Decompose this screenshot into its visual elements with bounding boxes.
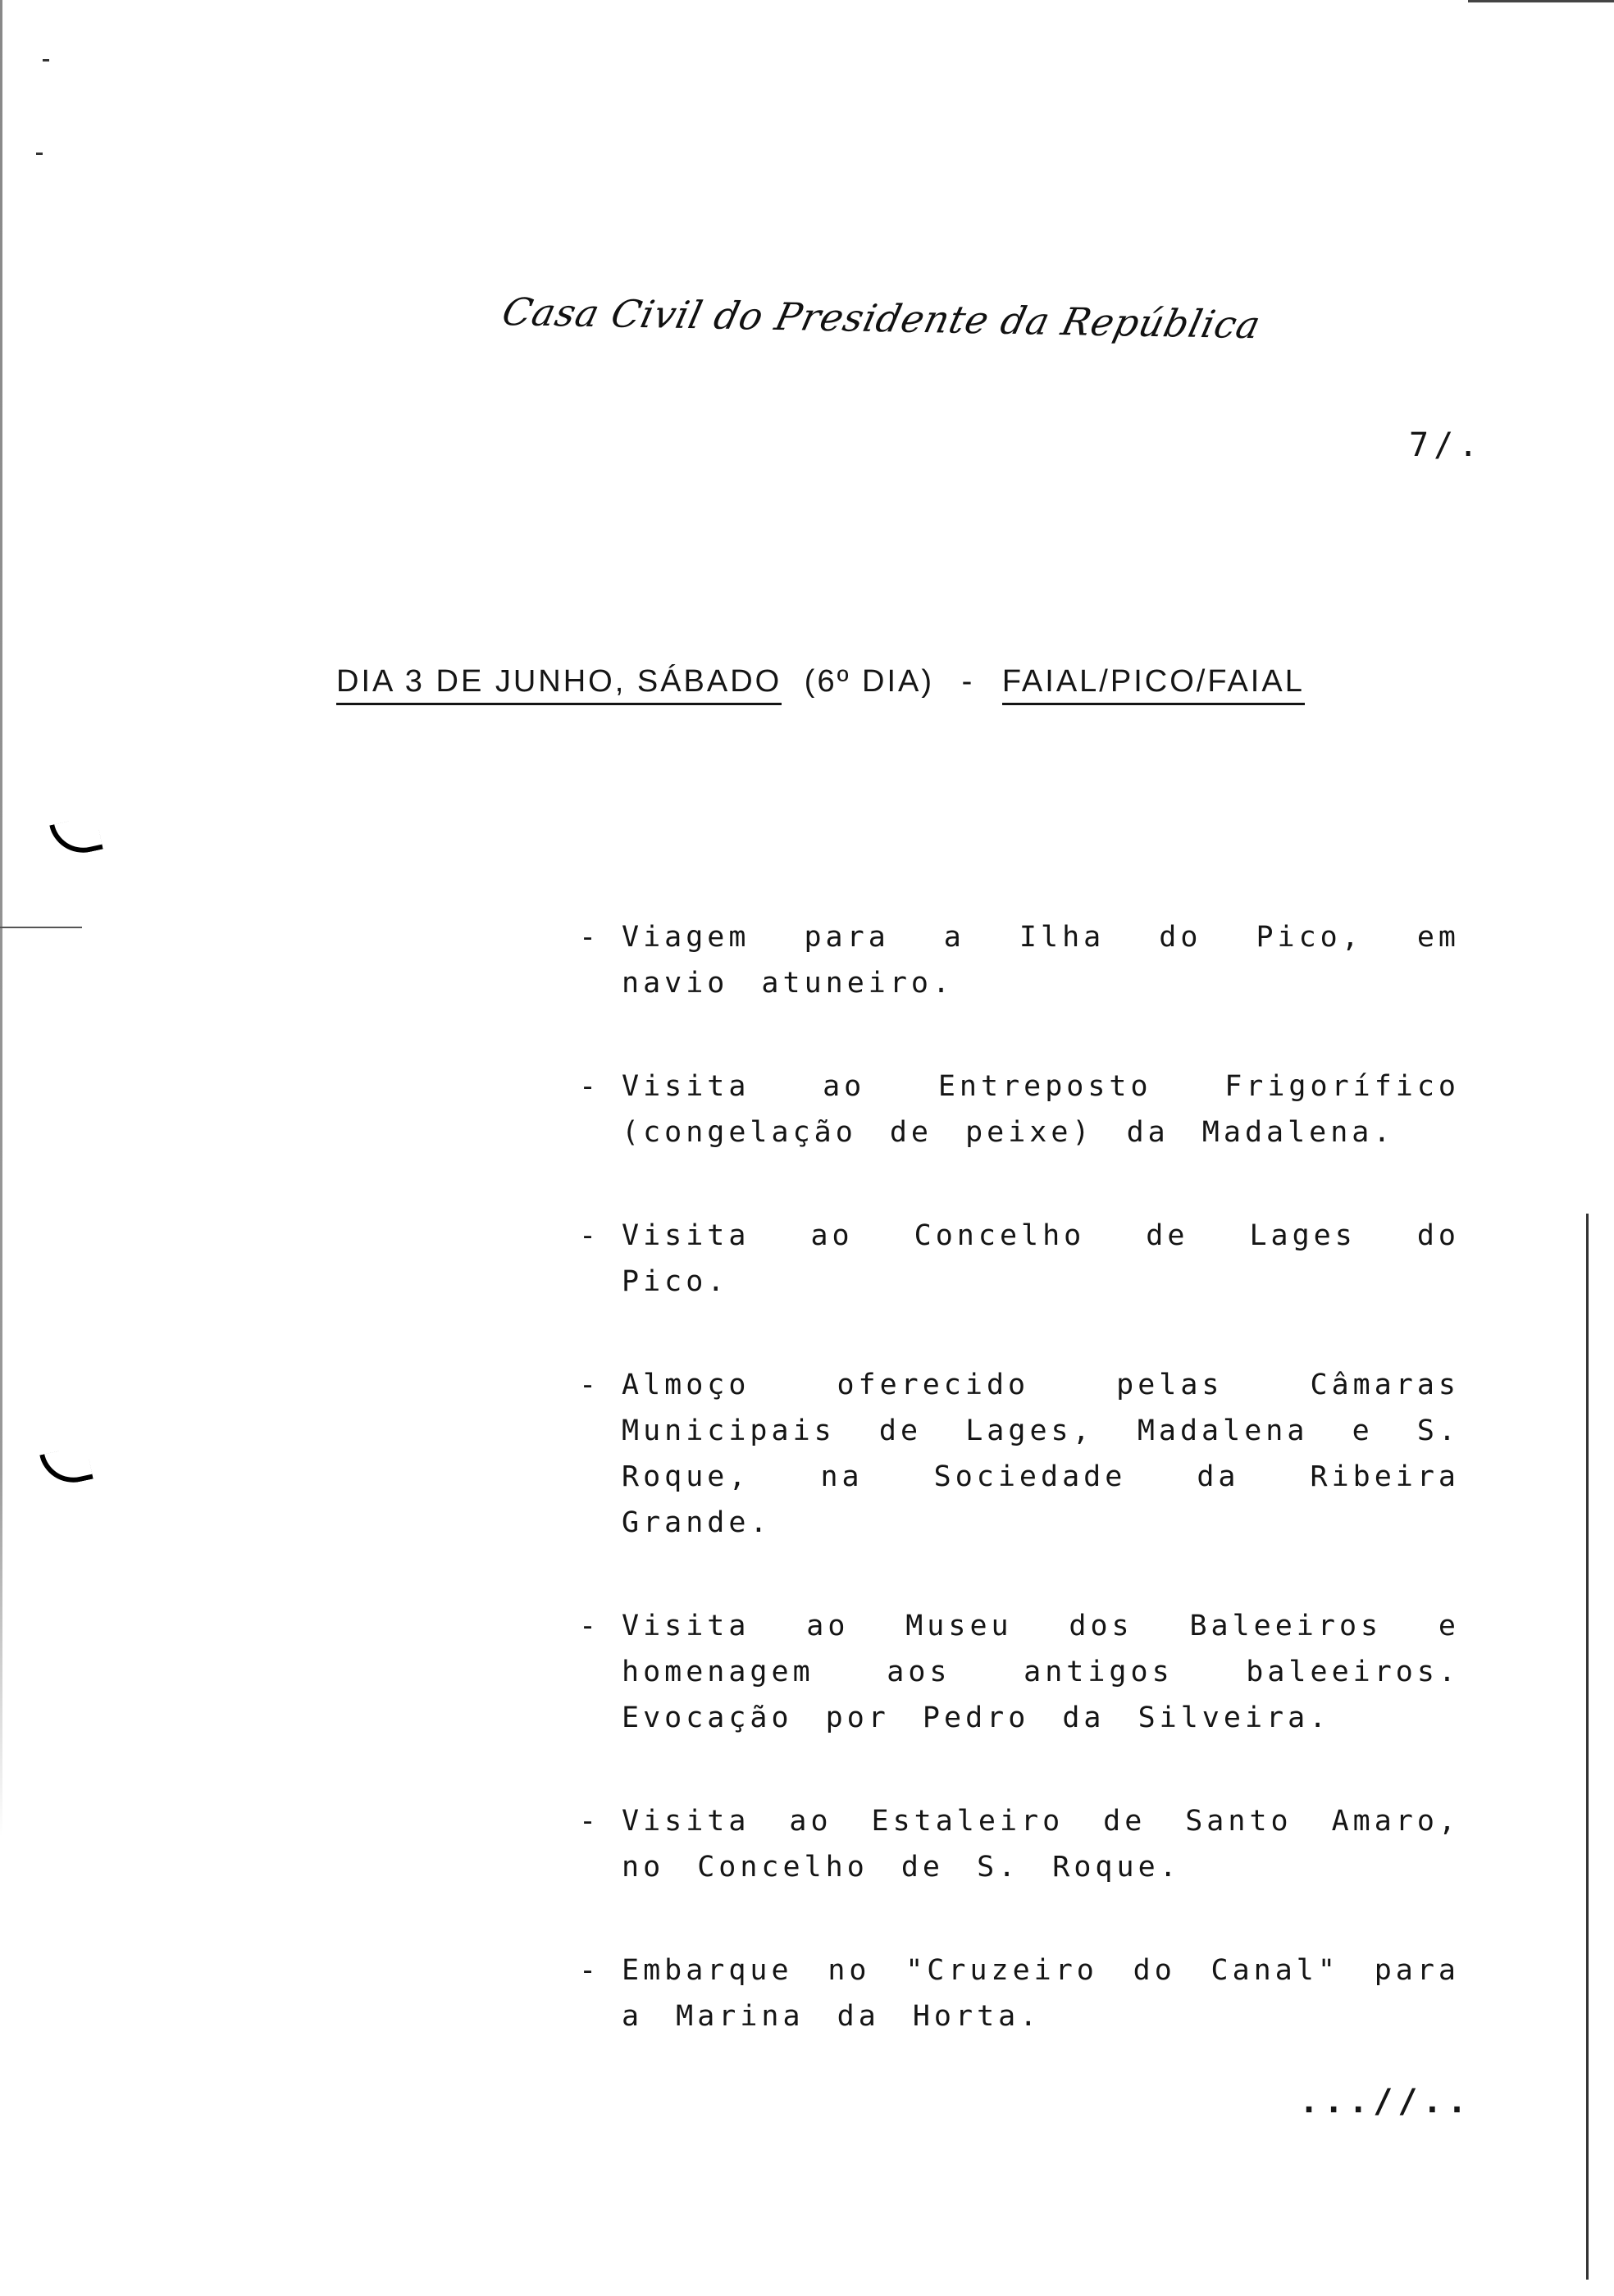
agenda-item-text: Viagem para a Ilha do Pico, em navio atuneiro. <box>622 921 1460 1000</box>
agenda-item <box>574 1362 1460 1546</box>
agenda-dash: - <box>579 1954 601 1987</box>
agenda-dash: - <box>579 921 601 954</box>
scan-top-line <box>1468 0 1614 2</box>
section-heading <box>336 664 1305 705</box>
agenda-item <box>574 1213 1460 1305</box>
scan-left-edge <box>0 0 2 1837</box>
punch-hole-mark <box>49 815 103 859</box>
agenda-dash: - <box>579 1369 601 1401</box>
agenda-dash: - <box>579 1610 601 1642</box>
continuation-mark: ...//.. <box>1299 2083 1472 2121</box>
agenda-item-text: Visita ao Estaleiro de Santo Amaro, no Concelho de S. Roque. <box>622 1805 1460 1884</box>
letterhead: Casa Civil do Presidente da República <box>498 289 1265 348</box>
heading-date: DIA 3 DE JUNHO, SÁBADO <box>336 664 782 705</box>
agenda-item-text: Visita ao Museu dos Baleeiros e homenagem aos antigos baleeiros. Evocação por Pedro da Silveira. <box>622 1610 1460 1734</box>
agenda-dash: - <box>579 1070 601 1103</box>
agenda-item-text: Almoço oferecido pelas Câmaras Municipais de Lages, Madalena e S. Roque, na Sociedade da Ribeira Grande. <box>622 1369 1460 1539</box>
punch-hole-mark <box>39 1445 93 1488</box>
agenda-item <box>574 1064 1460 1155</box>
agenda-dash: - <box>579 1805 601 1838</box>
agenda-item <box>574 1603 1460 1741</box>
agenda-item-text: Visita ao Concelho de Lages do Pico. <box>622 1219 1460 1298</box>
agenda-dash: - <box>579 1219 601 1252</box>
heading-day: (6º DIA) <box>804 664 935 699</box>
scan-left-rule <box>0 927 82 928</box>
agenda-item-text: Visita ao Entreposto Frigorífico (congelação de peixe) da Madalena. <box>622 1070 1460 1149</box>
page-number: 7/. <box>1409 426 1484 464</box>
heading-route: FAIAL/PICO/FAIAL <box>1002 664 1305 705</box>
agenda-item <box>574 1798 1460 1890</box>
agenda-item-text: Embarque no "Cruzeiro do Canal" para a Marina da Horta. <box>622 1954 1460 2033</box>
agenda-list <box>574 914 1460 2097</box>
agenda-item <box>574 1947 1460 2039</box>
scan-right-edge <box>1586 1214 1589 2280</box>
heading-separator: - <box>961 664 975 699</box>
agenda-item <box>574 914 1460 1006</box>
scan-tick-mark <box>43 59 49 61</box>
scan-tick-mark <box>36 153 43 155</box>
